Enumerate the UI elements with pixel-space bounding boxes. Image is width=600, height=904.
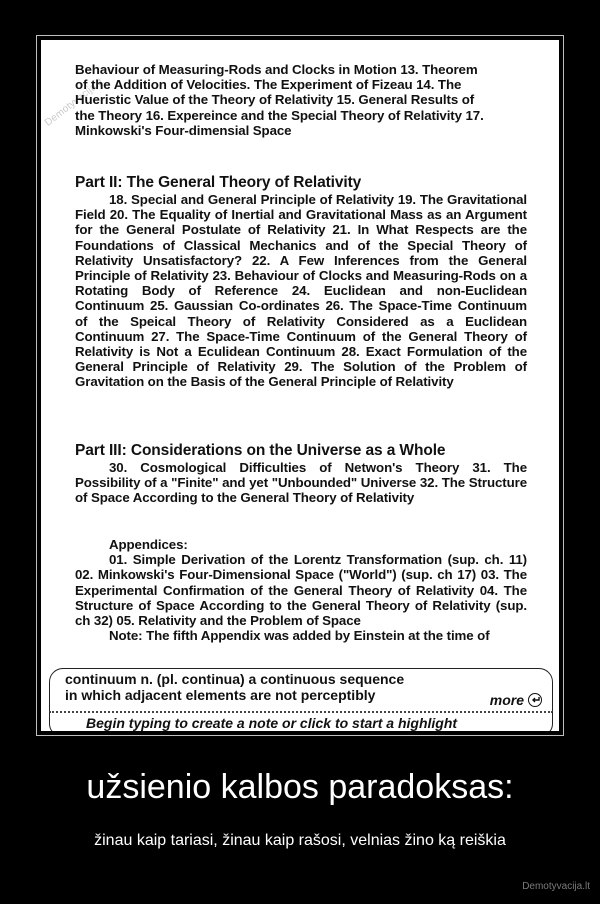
more-arrow-icon — [528, 693, 542, 707]
part-2-body: 18. Special and General Principle of Relativity 19. The Gravitational Field 20. The Equality of Inertial and Gravitational Mass as an Argument for the General Postulate of Relativity 21. In What Respects are the Foundations of Classical Mechanics and of the Special Theory of Relativity Unsatisfactory? 22. A Few Inferences from the General Principle of Relativity 23. Behaviour of Clocks and Measuring-Rods on a Rotating Body of Reference 24. Euclidean and non-Euclidean Continuum 25. Gaussian Co-ordinates 26. The Space-Time Continuum of the Speical Theory of Relativity Considered as a Euclidean Continuum 27. The Space-Time Continuum of the General Theory of Relativity is Not a Eculidean Continuum 28. Exact Formulation of the General Principle of Relativity 29. The Solution of the Problem of Gravitation on the Basis of the General Principle of Relativity — [75, 192, 527, 390]
toc-line: Behaviour of Measuring-Rods and Clocks in Motion 13. Theorem — [75, 62, 478, 77]
part-3-section — [75, 442, 527, 506]
note-hint-bar[interactable]: Begin typing to create a note or click to start a highlight — [49, 711, 553, 731]
more-label: more — [489, 692, 524, 708]
appendices-body: 01. Simple Derivation of the Lorentz Transformation (sup. ch. 11) 02. Minkowski's Four-Dimensional Space ("World") (sup. ch 17) 03. The Experimental Confirmation of the General Theory of Relativity 04. The Structure of Space According to the General Theory of Relativity (sup. ch 32) 05. Relativity and the Problem of Space — [75, 552, 527, 629]
part-2-section — [75, 174, 527, 390]
ebook-page[interactable] — [41, 40, 559, 731]
caption-title: užsienio kalbos paradoksas: — [86, 768, 514, 806]
dictionary-line-1 — [65, 671, 552, 687]
appendices-section — [75, 537, 527, 643]
dictionary-popup[interactable] — [49, 668, 553, 714]
part-2-heading: Part II: The General Theory of Relativity — [75, 174, 362, 191]
appendices-heading: Appendices: — [109, 537, 188, 552]
toc-line: of the Addition of Velocities. The Experiment of Fizeau 14. The — [75, 77, 462, 93]
toc-line: the Theory 16. Expereince and the Special Theory of Relativity 17. — [75, 107, 484, 123]
watermark: Demotyvacija.lt — [43, 76, 106, 129]
caption-subtitle: žinau kaip tariasi, žinau kaip rašosi, velnias žino ką reiškia — [94, 832, 506, 849]
part-3-heading: Part III: Considerations on the Universe as a Whole — [75, 442, 446, 459]
dictionary-definition-2: in which adjacent elements are not perceptibly — [65, 687, 376, 703]
site-watermark[interactable]: Demotyvacija.lt — [522, 881, 590, 892]
part-3-body: 30. Cosmological Difficulties of Netwon's Theory 31. The Possibility of a "Finite" and yet "Unbounded" Universe 32. The Structure of Space According to the General Theory of Relativity — [75, 460, 527, 506]
poster-frame — [36, 35, 564, 736]
toc-line: Hueristic Value of the Theory of Relativity 15. General Results of — [75, 92, 475, 108]
more-button[interactable] — [490, 692, 542, 708]
dictionary-term: continuum — [65, 671, 137, 687]
dictionary-definition-1: n. (pl. continua) a continuous sequence — [140, 671, 405, 687]
toc-intro — [75, 62, 527, 138]
toc-line: Minkowski's Four-dimensial Space — [75, 122, 292, 138]
appendices-note: Note: The fifth Appendix was added by Einstein at the time of — [109, 628, 490, 644]
